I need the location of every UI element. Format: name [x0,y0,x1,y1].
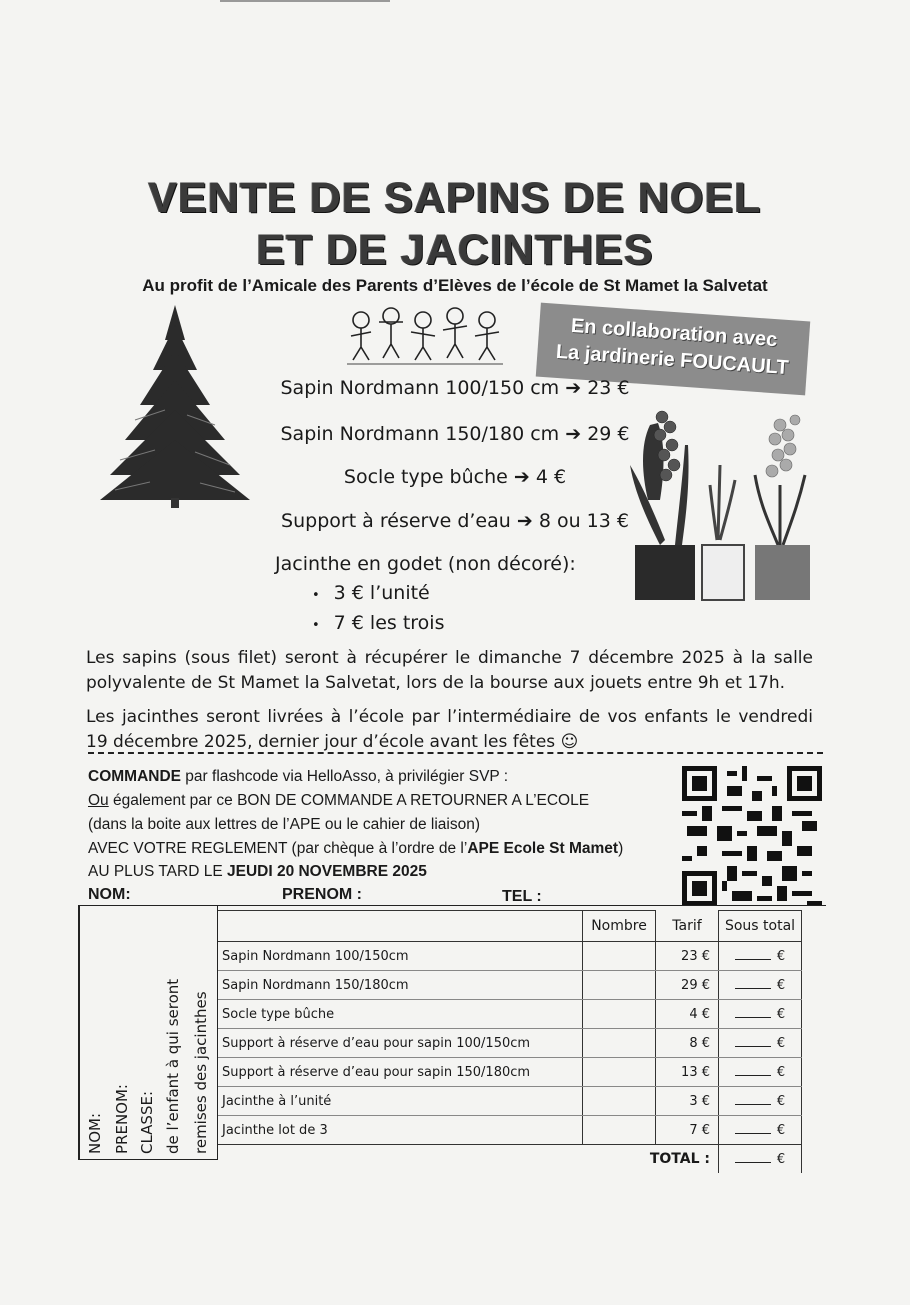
title-line-2: ET DE JACINTHES [256,226,654,274]
subtotal-input-cell[interactable]: € [719,942,802,971]
page-title [0,172,910,276]
quantity-input-cell[interactable] [583,942,656,971]
cut-line-divider [88,752,823,754]
hyacinth-heading: Jacinthe en godet (non décoré): [275,553,576,575]
price-label: Socle type bûche [343,466,508,488]
hyacinth-bullet: • 7 € les trois [312,612,445,634]
sous-total-header: Sous total [719,911,802,942]
ape-logo-image [343,302,508,370]
arrow-right-icon: ➔ [565,377,582,399]
table-row [218,1087,802,1116]
quantity-input-cell[interactable] [583,1116,656,1145]
child-nom-label: NOM: [86,1112,104,1154]
quantity-input-cell[interactable] [583,1058,656,1087]
child-prenom-label: PRENOM: [113,1084,131,1154]
collab-line-2: La jardinerie FOUCAULT [555,340,790,380]
product-cell: Socle type bûche [218,1000,583,1029]
product-cell: Jacinthe à l’unité [218,1087,583,1116]
pickup-info-paragraph: Les sapins (sous filet) seront à récupérer le dimanche 7 décembre 2025 à la salle polyvalente de St Mamet la Salvetat, lors de la bourse aux jouets entre 9h et 17h. [86,648,813,693]
tarif-cell: 8 € [656,1029,719,1058]
table-row [218,1029,802,1058]
tarif-cell: 23 € [656,942,719,971]
tel-field-label: TEL : [502,888,542,905]
product-cell: Support à réserve d’eau pour sapin 100/150cm [218,1029,583,1058]
arrow-right-icon: ➔ [516,510,533,532]
tarif-header: Tarif [656,911,719,942]
price-value: 4 € [535,466,567,488]
order-line: Ou également par ce BON DE COMMANDE A RETOURNER A L’ECOLE [88,792,590,809]
product-cell: Jacinthe lot de 3 [222,1122,328,1138]
product-header [218,911,583,942]
tarif-cell: 13 € [656,1058,719,1087]
subtotal-input-cell[interactable]: € [719,1116,802,1145]
quantity-input-cell[interactable] [583,1087,656,1116]
child-classe-label: CLASSE: [138,1090,156,1154]
product-cell: Sapin Nordmann 150/180cm [218,971,583,1000]
price-value: 23 € [587,377,630,399]
subtotal-input-cell[interactable]: € [719,1029,802,1058]
quantity-input-cell[interactable] [583,971,656,1000]
order-line: AU PLUS TARD LE JEUDI 20 NOVEMBRE 2025 [88,863,427,880]
price-line [200,377,710,399]
price-label: Support à réserve d’eau [281,510,511,532]
title-line-1: VENTE DE SAPINS DE NOEL [148,174,762,222]
price-value: 8 ou 13 € [538,510,629,532]
total-label: TOTAL : [649,1151,710,1167]
total-input-cell[interactable]: € [719,1145,802,1174]
order-ou: Ou [88,792,109,809]
table-row [218,942,802,971]
price-label: Sapin Nordmann 100/150 cm [280,377,560,399]
subtotal-input-cell[interactable]: € [719,1000,802,1029]
product-cell: Support à réserve d’eau pour sapin 150/180cm [218,1058,583,1087]
order-line: COMMANDE par flashcode via HelloAsso, à privilégier SVP : [88,768,509,785]
scan-edge-line [220,0,390,2]
arrow-right-icon: ➔ [513,466,530,488]
table-row [218,1058,802,1087]
table-row [218,1000,802,1029]
tarif-cell: 3 € [656,1087,719,1116]
quantity-input-cell[interactable] [583,1029,656,1058]
table-row [218,971,802,1000]
tarif-cell: 29 € [656,971,719,1000]
order-keyword: COMMANDE [88,768,181,785]
hyacinth-pots-image [620,405,820,605]
table-row [218,1116,802,1145]
price-value: 29 € [587,423,630,445]
prenom-field-label: PRENOM : [282,886,362,903]
subtotal-input-cell[interactable]: € [719,971,802,1000]
subtotal-input-cell[interactable]: € [719,1058,802,1087]
order-table [218,910,802,1173]
nom-field-label: NOM: [88,886,131,903]
delivery-info-paragraph: Les jacinthes seront livrées à l’école par l’intermédiaire de vos enfants le vendredi 19 décembre 2025, dernier jour d’école avant les fêtes ☺ [86,707,813,752]
child-note-line-2: remises des jacinthes [192,991,210,1154]
child-note-line-1: de l’enfant à qui seront [164,978,182,1154]
collab-line-1: En collaboration avec [570,314,778,352]
arrow-right-icon: ➔ [565,423,582,445]
subtotal-input-cell[interactable]: € [719,1087,802,1116]
order-line: AVEC VOTRE REGLEMENT (par chèque à l’ordre de l’APE Ecole St Mamet) [88,840,624,857]
tarif-cell: 7 € [656,1116,719,1145]
table-header-row [218,911,802,942]
subtitle: Au profit de l’Amicale des Parents d’Elèves de l’école de St Mamet la Salvetat [142,276,768,295]
nombre-header: Nombre [583,911,656,942]
hyacinth-bullet: • 3 € l’unité [312,582,430,604]
order-line: (dans la boite aux lettres de l’APE ou le cahier de liaison) [88,816,481,833]
product-cell: Sapin Nordmann 100/150cm [218,942,583,971]
quantity-input-cell[interactable] [583,1000,656,1029]
qr-code-image[interactable] [682,766,822,906]
tarif-cell: 4 € [656,1000,719,1029]
child-info-box [78,905,218,1160]
total-row [218,1145,802,1174]
price-label: Sapin Nordmann 150/180 cm [280,423,560,445]
